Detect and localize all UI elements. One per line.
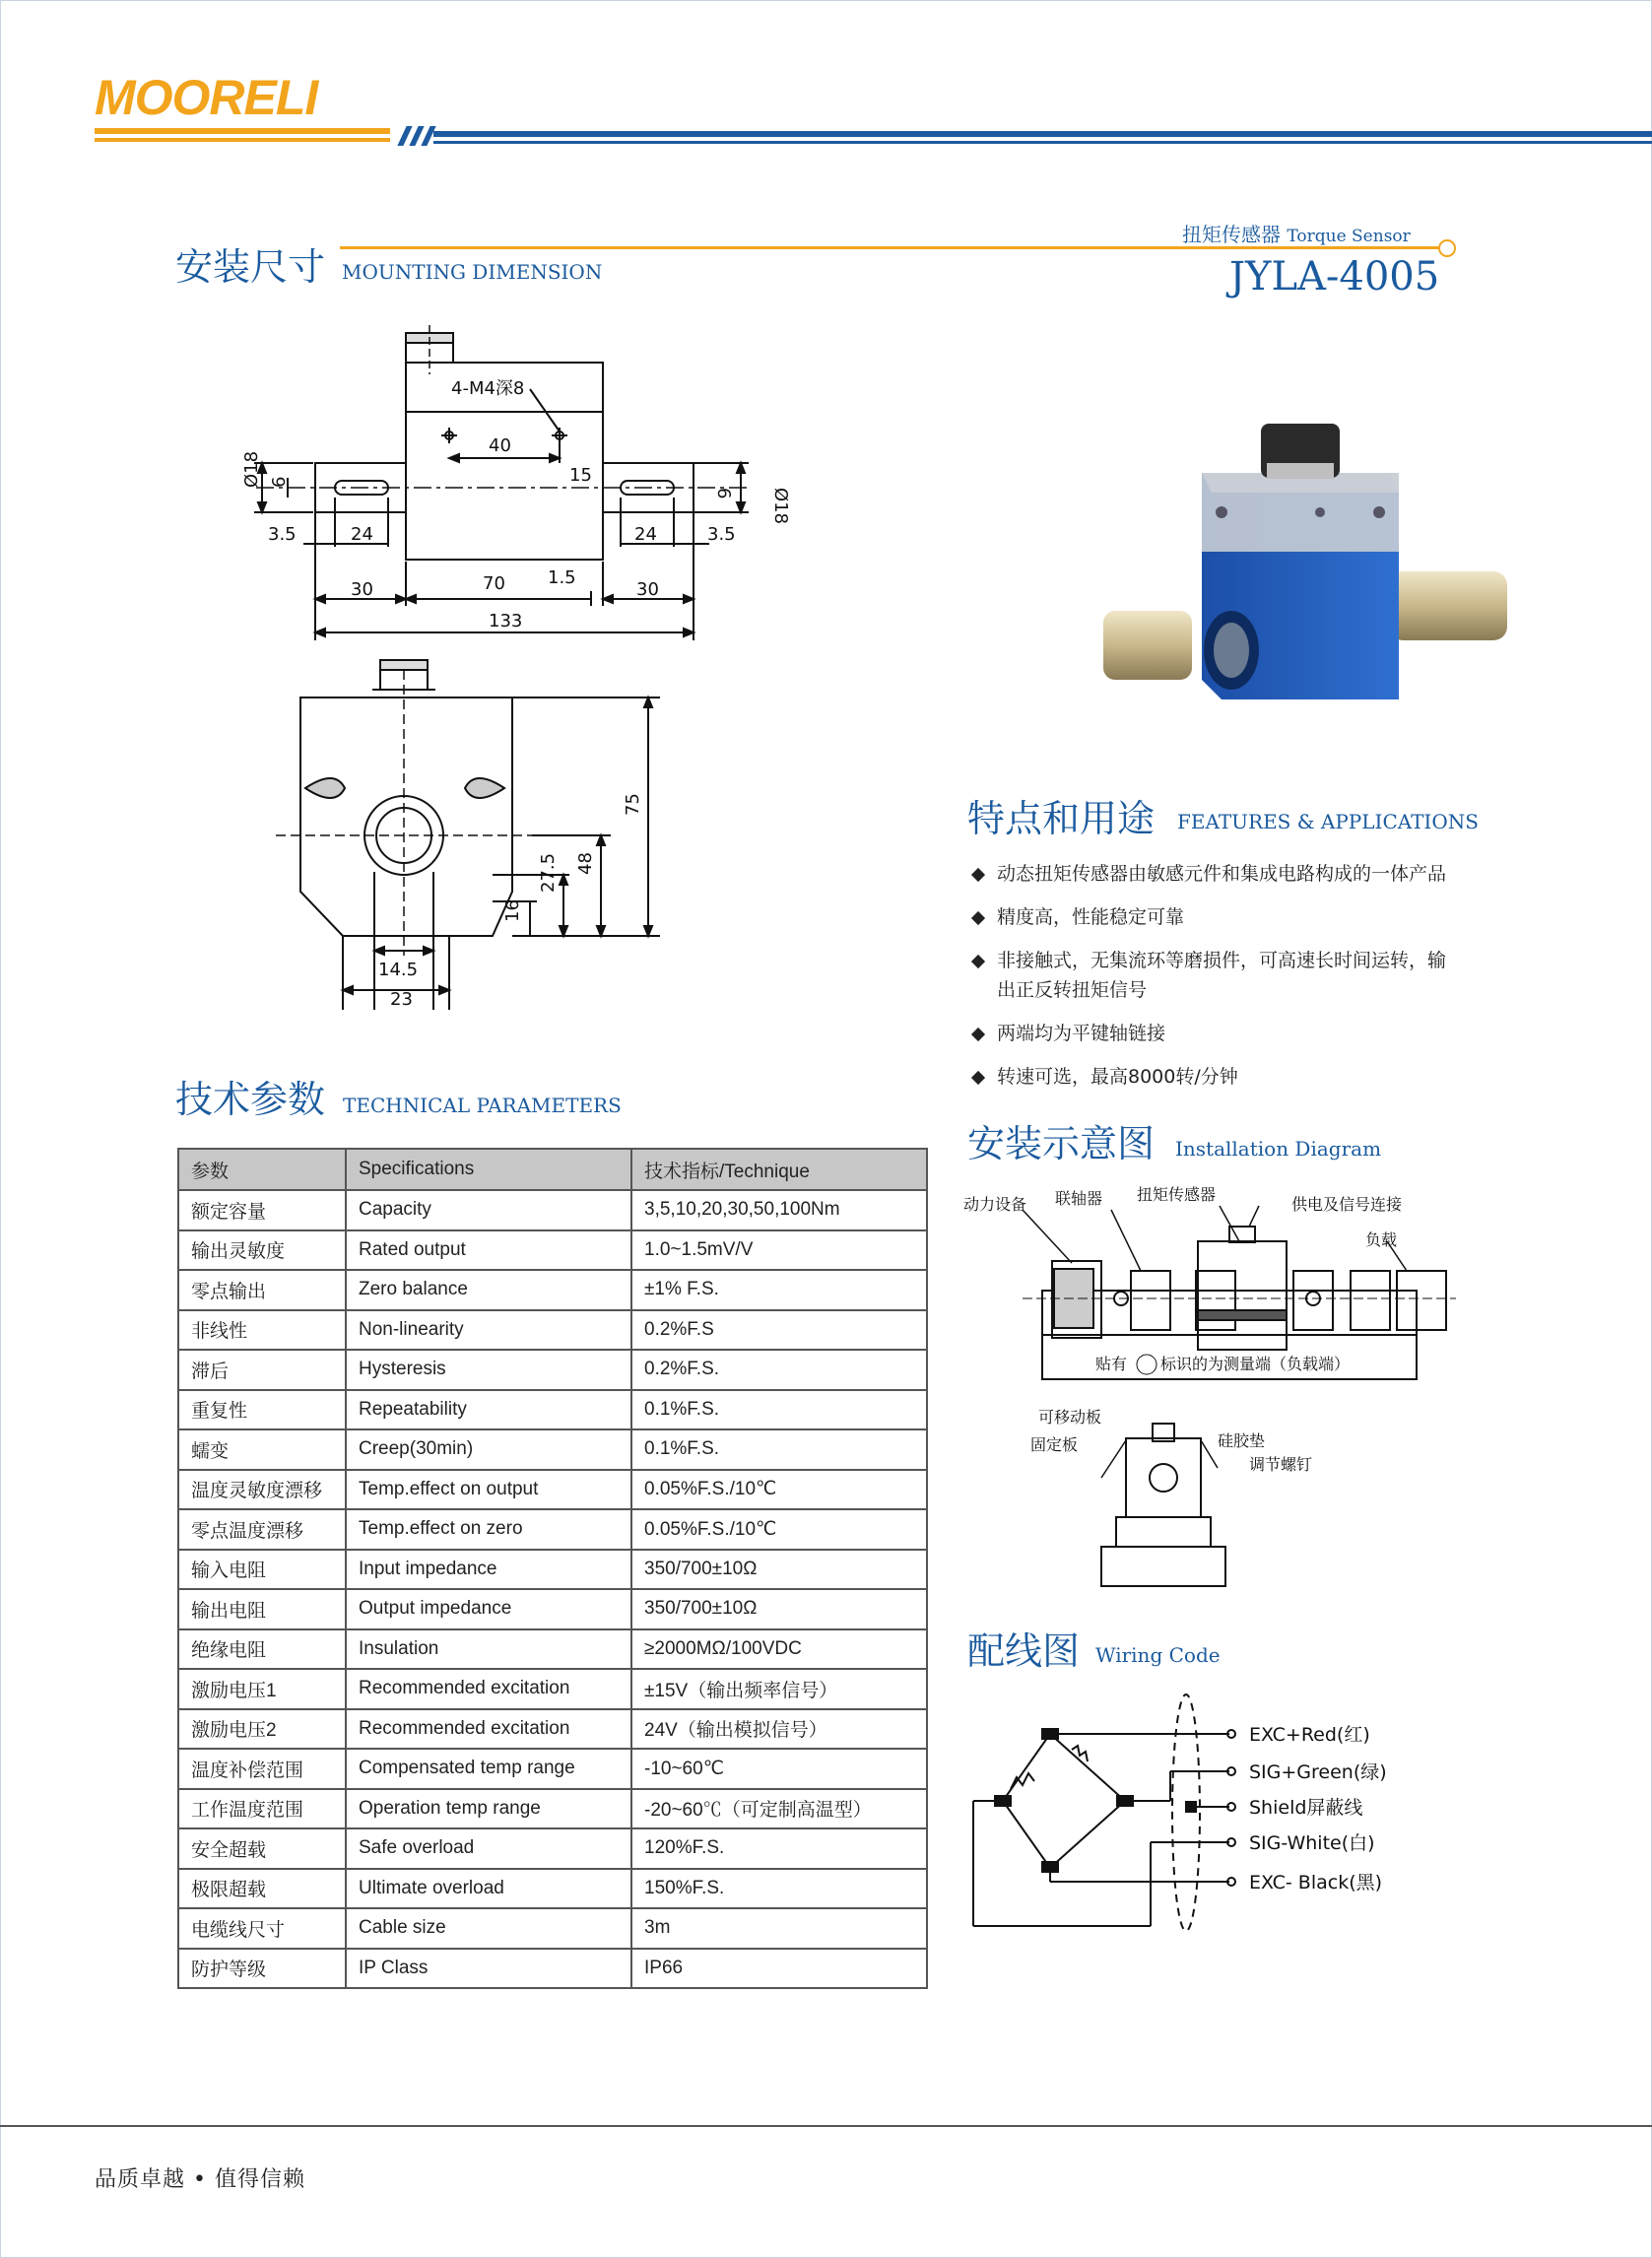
dim-6-right: 6 [713,488,734,499]
table-cell: Recommended excitation [346,1709,631,1750]
dim-27-5: 27.5 [538,852,559,893]
table-row [178,1669,927,1709]
section-title-mounting: 安装尺寸 [175,245,326,289]
dim-133: 133 [489,611,523,631]
table-cell: 温度补偿范围 [178,1749,346,1789]
dim-16: 16 [502,899,523,922]
dim-6-left: 6 [269,476,290,488]
label-power: 动力设备 [963,1195,1027,1214]
wire-label: EXC+Red(红) [1249,1724,1370,1746]
dim-48: 48 [575,852,596,875]
wire-label: SIG-White(白) [1249,1832,1375,1854]
table-cell: 3m [631,1908,927,1949]
footer-slogan: 品质卓越 • 值得信赖 [95,2167,305,2192]
table-cell: 蠕变 [178,1429,346,1470]
table-cell: 额定容量 [178,1190,346,1230]
table-row [178,1589,927,1629]
section-title-installation: 安装示意图 [967,1122,1156,1165]
product-model: JYLA-4005 [1229,254,1440,299]
dim-14-5: 14.5 [378,960,419,980]
footer-rule [0,2125,1652,2127]
wire-label: EXC- Black(黑) [1249,1872,1383,1893]
sensor-in-diagram [1198,1241,1287,1350]
table-cell: 防护等级 [178,1949,346,1989]
table-row [178,1429,927,1470]
table-cell: 0.1%F.S. [631,1390,927,1430]
section-subtitle-installation: Installation Diagram [1175,1137,1382,1161]
section-title-wiring: 配线图 [967,1629,1081,1673]
dim-d18-left: Ø18 [241,450,262,488]
table-cell: 120%F.S. [631,1828,927,1869]
label-cable: 供电及信号连接 [1291,1195,1403,1214]
product-category: 扭矩传感器 Torque Sensor [1182,223,1411,246]
table-cell: 输出电阻 [178,1589,346,1629]
table-cell: Ultimate overload [346,1869,631,1909]
dim-3-5-right: 3.5 [707,524,736,545]
header-rule-orange-thin [95,138,390,142]
table-cell: Hysteresis [346,1350,631,1390]
dim-hole-note: 4-M4深8 [451,378,525,399]
table-cell: Non-linearity [346,1310,631,1351]
label-coupling: 联轴器 [1055,1189,1103,1208]
table-cell: ≥2000MΩ/100VDC [631,1629,927,1670]
wiring-diagram [963,1685,1426,1941]
table-cell: Zero balance [346,1270,631,1310]
table-cell: IP Class [346,1949,631,1989]
table-cell: 激励电压1 [178,1669,346,1709]
header-rule-orange [95,128,390,134]
table-cell: 350/700±10Ω [631,1589,927,1629]
table-row [178,1310,927,1351]
technical-parameters-table [177,1148,928,1989]
table-row [178,1709,927,1750]
title-rule-end-circle [1438,239,1456,257]
table-cell: 输入电阻 [178,1550,346,1590]
table-cell: 0.2%F.S [631,1310,927,1351]
table-cell: 零点温度漂移 [178,1509,346,1550]
table-row [178,1230,927,1271]
dim-d18-right: Ø18 [770,488,791,525]
brand-logo: MOORELI [95,70,318,125]
table-header-row [178,1149,927,1190]
dim-30-left: 30 [351,579,373,600]
table-cell: Insulation [346,1629,631,1670]
table-cell: 0.2%F.S. [631,1350,927,1390]
table-cell: Capacity [346,1190,631,1230]
table-row [178,1789,927,1829]
label-fixed: 固定板 [1030,1435,1079,1454]
table-row [178,1749,927,1789]
feature-item-continued: 出正反转扭矩信号 [997,979,1148,1001]
table-cell: Compensated temp range [346,1749,631,1789]
table-row [178,1190,927,1230]
table-cell: 3,5,10,20,30,50,100Nm [631,1190,927,1230]
table-cell: 输出灵敏度 [178,1230,346,1271]
table-cell: Temp.effect on zero [346,1509,631,1550]
label-sensor: 扭矩传感器 [1137,1185,1217,1204]
table-cell: 24V（输出模拟信号） [631,1709,927,1750]
table-cell: Recommended excitation [346,1669,631,1709]
table-row [178,1949,927,1989]
dim-15: 15 [569,465,592,486]
table-cell: 0.05%F.S./10℃ [631,1470,927,1510]
mounting-dimension-drawing [197,315,791,1025]
table-cell: 非线性 [178,1310,346,1351]
table-row [178,1629,927,1670]
dim-75: 75 [623,793,643,816]
product-photo [1093,404,1517,729]
section-subtitle-features: FEATURES & APPLICATIONS [1177,810,1479,833]
installation-diagram [963,1182,1476,1596]
table-cell: ±15V（输出频率信号） [631,1669,927,1709]
table-cell: Operation temp range [346,1789,631,1829]
dim-40: 40 [489,435,511,456]
table-cell: 零点输出 [178,1270,346,1310]
table-row [178,1350,927,1390]
section-subtitle-technical: TECHNICAL PARAMETERS [343,1094,622,1117]
dim-23: 23 [390,989,413,1010]
table-header: 参数 [178,1149,346,1190]
dim-24-right: 24 [634,524,657,545]
dim-70: 70 [483,573,505,594]
table-row [178,1550,927,1590]
table-row [178,1828,927,1869]
table-cell: 0.05%F.S./10℃ [631,1509,927,1550]
label-note-post: 标识的为测量端（负载端） [1160,1355,1351,1373]
table-cell: 350/700±10Ω [631,1550,927,1590]
dim-24-left: 24 [351,524,373,545]
label-rubber: 硅胶垫 [1218,1431,1266,1450]
feature-item: 两端均为平键轴链接 [973,1019,1165,1048]
table-cell: Input impedance [346,1550,631,1590]
table-header: 技术指标/Technique [631,1149,927,1190]
label-note-pre: 贴有 [1095,1355,1128,1373]
header-rule-blue [433,131,1652,137]
table-row [178,1908,927,1949]
table-cell: -10~60℃ [631,1749,927,1789]
table-row [178,1869,927,1909]
table-cell: Output impedance [346,1589,631,1629]
table-row [178,1509,927,1550]
label-screw: 调节螺钉 [1249,1455,1313,1474]
feature-item: 转速可选，最高8000转/分钟 [973,1062,1238,1092]
table-cell: 极限超载 [178,1869,346,1909]
table-cell: Creep(30min) [346,1429,631,1470]
table-cell: ±1% F.S. [631,1270,927,1310]
table-cell: IP66 [631,1949,927,1989]
feature-item: 动态扭矩传感器由敏感元件和集成电路构成的一体产品 [973,859,1446,889]
feature-item: 精度高，性能稳定可靠 [973,902,1184,932]
label-load: 负载 [1365,1230,1398,1249]
table-cell: 工作温度范围 [178,1789,346,1829]
table-row [178,1470,927,1510]
table-cell: Temp.effect on output [346,1470,631,1510]
table-cell: 温度灵敏度漂移 [178,1470,346,1510]
table-row [178,1270,927,1310]
table-cell: 0.1%F.S. [631,1429,927,1470]
sensor-body-top-view [406,412,603,560]
table-cell: 安全超载 [178,1828,346,1869]
table-cell: Repeatability [346,1390,631,1430]
table-cell: 150%F.S. [631,1869,927,1909]
table-cell: 电缆线尺寸 [178,1908,346,1949]
dim-1-5: 1.5 [548,567,576,588]
section-title-features: 特点和用途 [967,797,1156,840]
table-cell: 滞后 [178,1350,346,1390]
table-cell: Rated output [346,1230,631,1271]
table-cell: 绝缘电阻 [178,1629,346,1670]
section-subtitle-mounting: MOUNTING DIMENSION [342,260,603,284]
feature-item: 非接触式，无集流环等磨损件，可高速长时间运转，输 [973,946,1446,975]
label-movable: 可移动板 [1038,1408,1102,1427]
table-cell: -20~60℃（可定制高温型） [631,1789,927,1829]
table-row [178,1390,927,1430]
table-cell: Cable size [346,1908,631,1949]
dim-30-right: 30 [636,579,659,600]
table-cell: Safe overload [346,1828,631,1869]
table-cell: 激励电压2 [178,1709,346,1750]
section-title-technical: 技术参数 [175,1078,326,1121]
wire-label: Shield屏蔽线 [1249,1797,1363,1819]
header-rule-blue-thin [433,141,1652,144]
wire-label: SIG+Green(绿) [1249,1761,1387,1783]
table-header: Specifications [346,1149,631,1190]
sensor-body-front-view [300,697,512,936]
dim-3-5-left: 3.5 [268,524,297,545]
table-cell: 重复性 [178,1390,346,1430]
table-cell: 1.0~1.5mV/V [631,1230,927,1271]
section-subtitle-wiring: Wiring Code [1095,1643,1221,1667]
